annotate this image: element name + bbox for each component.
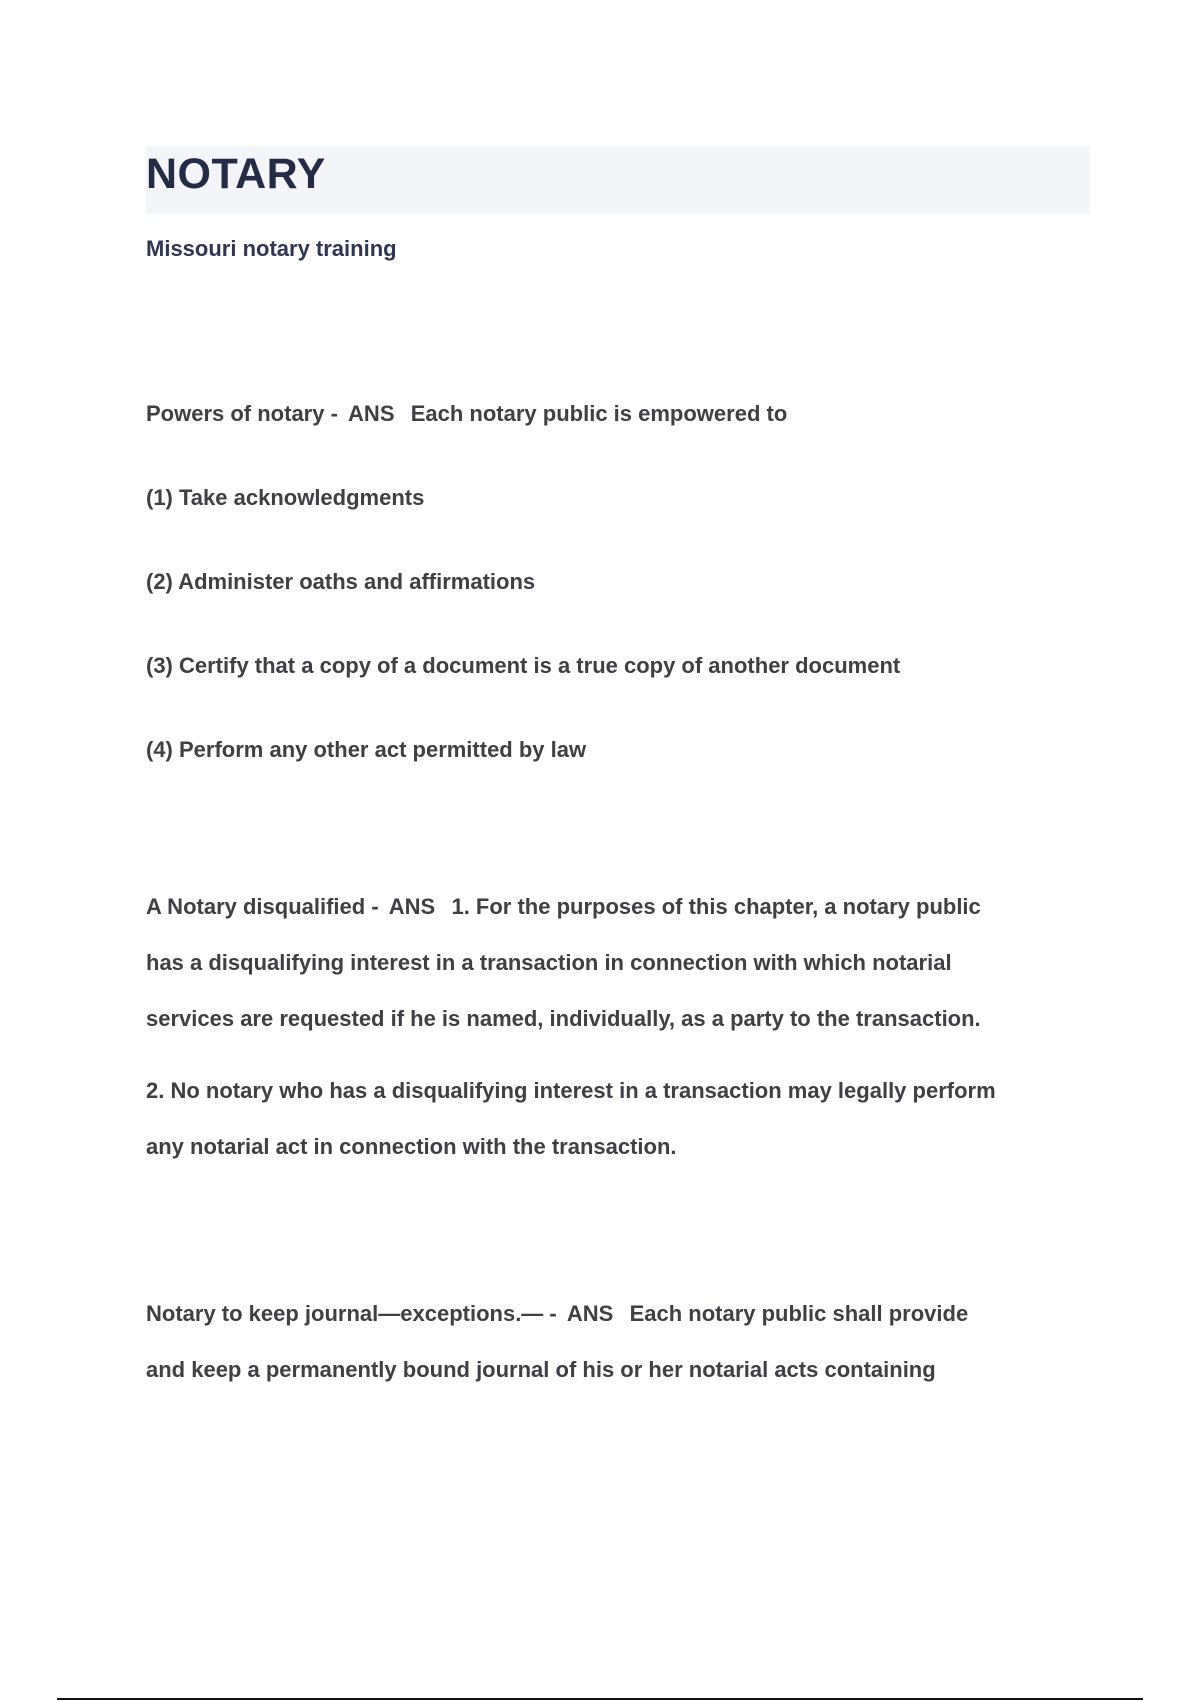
answer-text: 1. For the purposes of this chapter, a notary public — [451, 894, 981, 919]
list-item: (4) Perform any other act permitted by law — [146, 737, 587, 762]
title-banner — [146, 146, 1090, 214]
list-item: (1) Take acknowledgments — [146, 485, 425, 510]
document-page — [146, 146, 1090, 1398]
document-title: NOTARY — [146, 150, 326, 198]
answer-line: and keep a permanently bound journal of his or her notarial acts containing — [146, 1357, 936, 1382]
answer-line: has a disqualifying interest in a transaction in connection with which notarial — [146, 950, 952, 975]
ans-label: ANS — [388, 894, 436, 919]
ans-label: ANS — [566, 1301, 614, 1326]
qa-block-journal — [146, 1286, 1090, 1398]
question-text: Powers of notary - — [146, 401, 338, 426]
question-text: A Notary disqualified - — [146, 894, 379, 919]
list-item: (3) Certify that a copy of a document is a true copy of another document — [146, 653, 901, 678]
qa-block-powers — [146, 399, 1090, 765]
answer-line: 2. No notary who has a disqualifying interest in a transaction may legally perform — [146, 1078, 996, 1103]
ans-label: ANS — [348, 401, 395, 426]
answer-line: any notarial act in connection with the transaction. — [146, 1134, 677, 1159]
qa-question-line — [146, 399, 1090, 429]
question-text: Notary to keep journal—exceptions.— - — [146, 1301, 557, 1326]
list-item: (2) Administer oaths and affirmations — [146, 569, 536, 594]
answer-text: Each notary public shall provide — [629, 1301, 969, 1326]
qa-question-line — [146, 879, 1090, 935]
qa-question-line — [146, 1286, 1090, 1342]
qa-block-disqualified — [146, 879, 1090, 1175]
document-subtitle: Missouri notary training — [146, 236, 397, 261]
answer-text: Each notary public is empowered to — [410, 401, 788, 426]
answer-line: services are requested if he is named, individually, as a party to the transaction. — [146, 1006, 981, 1031]
